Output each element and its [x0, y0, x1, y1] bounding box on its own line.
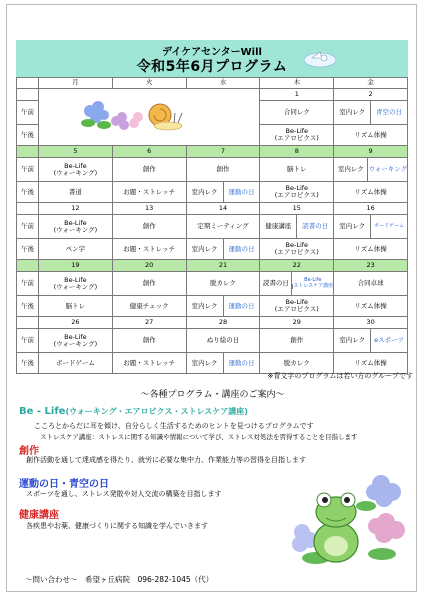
program-cell-youth: 読書の日 — [296, 215, 333, 238]
date-1: 1 — [260, 89, 334, 101]
program-cell: 創作 — [186, 158, 260, 182]
date-row — [17, 317, 408, 329]
date-22: 22 — [260, 260, 334, 272]
program-cell: お題・ストレッチ — [112, 182, 186, 203]
date-26: 26 — [39, 317, 113, 329]
weekday-tue: 火 — [112, 78, 186, 89]
weekday-thu: 木 — [260, 78, 334, 89]
date-20: 20 — [112, 260, 186, 272]
program-cell — [186, 239, 260, 260]
morning-row — [17, 272, 408, 296]
program-cell: 脱カレク — [260, 353, 334, 374]
date-7: 7 — [186, 146, 260, 158]
program-cell-youth: 青空の日 — [370, 101, 407, 124]
program-cell: 室内レク — [339, 222, 366, 231]
program-cell: 健康チェック — [112, 296, 186, 317]
program-cell — [39, 272, 113, 296]
afternoon-label: 午後 — [17, 239, 39, 260]
date-row — [17, 89, 408, 101]
program-cell-youth: ウォーキング — [367, 158, 407, 181]
program-cell-youth: 運動の日 — [223, 353, 260, 373]
program-cell — [186, 182, 260, 203]
program-cell: リズム体操 — [334, 182, 408, 203]
program-cell — [260, 272, 334, 296]
belife-subtitle: (ウォーキング・エアロビクス・ストレスケア講座) — [65, 407, 248, 416]
program-cell — [334, 215, 408, 239]
program-cell — [334, 101, 408, 125]
program-line: (ウォーキング) — [53, 282, 98, 291]
program-cell — [260, 296, 334, 317]
program-cell: 健康講座 — [265, 222, 292, 231]
program-cell: ぬり絵の日 — [186, 329, 260, 353]
program-line: Be-Life — [64, 275, 87, 284]
program-line: Be-Life — [64, 218, 87, 227]
page-header — [16, 40, 408, 77]
undou-heading: 運動の日・青空の日 — [19, 479, 109, 490]
program-cell: 創作 — [260, 329, 334, 353]
sousaku-description: 創作活動を通して達成感を得たり、就労に必要な集中力、作業能力等の習得を目指します — [26, 456, 306, 464]
program-cell: 室内レク — [191, 301, 218, 310]
date-12: 12 — [39, 203, 113, 215]
program-cell: 室内レク — [191, 244, 218, 253]
date-8: 8 — [260, 146, 334, 158]
date-21: 21 — [186, 260, 260, 272]
date-row — [17, 260, 408, 272]
program-cell — [39, 158, 113, 182]
program-cell — [39, 215, 113, 239]
morning-row — [17, 158, 408, 182]
stresscare-description: ストレスケア講座：ストレスに関する知識や情報について学び、ストレス対処法を習得することを目指します — [40, 433, 358, 441]
date-6: 6 — [112, 146, 186, 158]
week1-illustration-cell — [39, 89, 260, 146]
program-cell: ペン字 — [39, 239, 113, 260]
weekday-fri: 金 — [334, 78, 408, 89]
date-28: 28 — [186, 317, 260, 329]
program-line: Be-Life — [64, 332, 87, 341]
morning-row — [17, 329, 408, 353]
program-cell: 脳トレ — [39, 296, 113, 317]
program-cell: 脳トレ — [260, 158, 334, 182]
program-line: Be-Life — [285, 127, 309, 136]
kenkou-description: 各疾患やお薬、健康づくりに関する知識を学んでいきます — [26, 522, 208, 530]
date-23: 23 — [334, 260, 408, 272]
program-cell: 室内レク — [337, 165, 364, 174]
program-cell: 合同卓球 — [334, 272, 408, 296]
program-cell: リズム体操 — [334, 125, 408, 146]
date-16: 16 — [334, 203, 408, 215]
date-27: 27 — [112, 317, 186, 329]
program-cell: 創作 — [112, 272, 186, 296]
program-line: Be-Life — [285, 241, 309, 250]
date-19: 19 — [39, 260, 113, 272]
program-cell-youth: ボードゲーム — [370, 215, 407, 238]
program-line: ストレスケア講座 — [293, 282, 334, 289]
date-14: 14 — [186, 203, 260, 215]
afternoon-row — [17, 296, 408, 317]
center-name: デイケアセンターWill — [162, 47, 262, 58]
date-row — [17, 203, 408, 215]
date-30: 30 — [334, 317, 408, 329]
program-line: (ウォーキング) — [53, 225, 98, 234]
program-cell — [260, 239, 334, 260]
date-15: 15 — [260, 203, 334, 215]
date-9: 9 — [334, 146, 408, 158]
program-cell — [186, 296, 260, 317]
program-line: Be-Life — [64, 161, 87, 170]
program-line: (エアロビクス) — [274, 191, 319, 200]
program-cell: 脱カレク — [186, 272, 260, 296]
program-cell — [39, 329, 113, 353]
program-line: Be-Life — [285, 298, 309, 307]
program-line: (エアロビクス) — [274, 305, 319, 314]
program-cell-youth — [291, 272, 333, 295]
program-cell: 室内レク — [191, 187, 218, 196]
program-cell — [334, 158, 408, 182]
afternoon-label: 午後 — [17, 125, 39, 146]
program-cell: 合同レク — [260, 101, 334, 125]
program-cell: 創作 — [112, 215, 186, 239]
program-cell: 創作 — [112, 158, 186, 182]
date-2: 2 — [334, 89, 408, 101]
afternoon-label: 午後 — [17, 296, 39, 317]
program-cell: ボードゲーム — [39, 353, 113, 374]
program-cell: お題・ストレッチ — [112, 239, 186, 260]
program-cell: お題・ストレッチ — [112, 353, 186, 374]
program-cell: 室内レク — [339, 107, 366, 116]
afternoon-label: 午後 — [17, 182, 39, 203]
program-cell: リズム体操 — [334, 353, 408, 374]
weekday-mon: 月 — [39, 78, 113, 89]
date-5: 5 — [39, 146, 113, 158]
program-cell — [260, 215, 334, 239]
hydrangea-snail-illustration — [74, 89, 224, 143]
program-cell: 室内レク — [339, 336, 366, 345]
program-cell-youth: 運動の日 — [223, 182, 260, 202]
morning-label: 午前 — [17, 329, 39, 353]
morning-label: 午前 — [17, 101, 39, 125]
program-cell: 室内レク — [191, 358, 218, 367]
belife-title: Be - Life — [19, 406, 66, 417]
youth-group-note: ※青文字のプログラムは若い方のグループです — [267, 372, 413, 380]
programs-section-title: ～各種プログラム・講座のご案内～ — [140, 390, 285, 400]
program-cell: リズム体操 — [334, 296, 408, 317]
frog-hydrangea-illustration — [286, 462, 410, 574]
kenkou-heading: 健康講座 — [19, 510, 59, 521]
date-29: 29 — [260, 317, 334, 329]
program-line: (エアロビクス) — [274, 248, 319, 257]
afternoon-row — [17, 182, 408, 203]
weekday-wed: 水 — [186, 78, 260, 89]
program-line: Be-Life — [285, 184, 309, 193]
program-cell-youth: 運動の日 — [223, 239, 260, 259]
program-cell — [334, 329, 408, 353]
program-line: (ウォーキング) — [53, 168, 98, 177]
program-cell-youth: eスポーツ — [370, 329, 407, 352]
belife-description: こころとからだに耳を傾け、自分らしく生活するためのヒントを見つけるプログラムです — [34, 422, 314, 430]
program-line: (エアロビクス) — [274, 134, 319, 143]
date-13: 13 — [112, 203, 186, 215]
program-line: (ウォーキング) — [53, 339, 98, 348]
morning-label: 午前 — [17, 158, 39, 182]
program-cell: 書道 — [39, 182, 113, 203]
belife-heading — [19, 406, 248, 417]
afternoon-label: 午後 — [17, 353, 39, 374]
morning-label: 午前 — [17, 215, 39, 239]
program-cell — [260, 182, 334, 203]
afternoon-row — [17, 239, 408, 260]
program-cell: 定期ミーティング — [186, 215, 260, 239]
weekday-header-row — [17, 78, 408, 89]
date-row — [17, 146, 408, 158]
program-cell: 創作 — [112, 329, 186, 353]
program-cell-youth: 運動の日 — [223, 296, 260, 316]
undou-description: スポーツを通し、ストレス発散や対人交流の構築を目指します — [26, 490, 222, 498]
page-title: 令和5年6月プログラム — [136, 59, 288, 75]
bird-illustration — [300, 46, 340, 70]
morning-label: 午前 — [17, 272, 39, 296]
contact-info: ～問い合わせ～ 希望ヶ丘病院 096-282-1045（代） — [25, 575, 214, 584]
program-line: Be-Life — [304, 277, 322, 284]
program-cell: リズム体操 — [334, 239, 408, 260]
morning-row — [17, 215, 408, 239]
schedule-calendar — [16, 77, 408, 374]
program-cell — [260, 125, 334, 146]
program-cell: 読書の日 — [262, 279, 289, 288]
sousaku-heading: 創作 — [19, 446, 39, 457]
